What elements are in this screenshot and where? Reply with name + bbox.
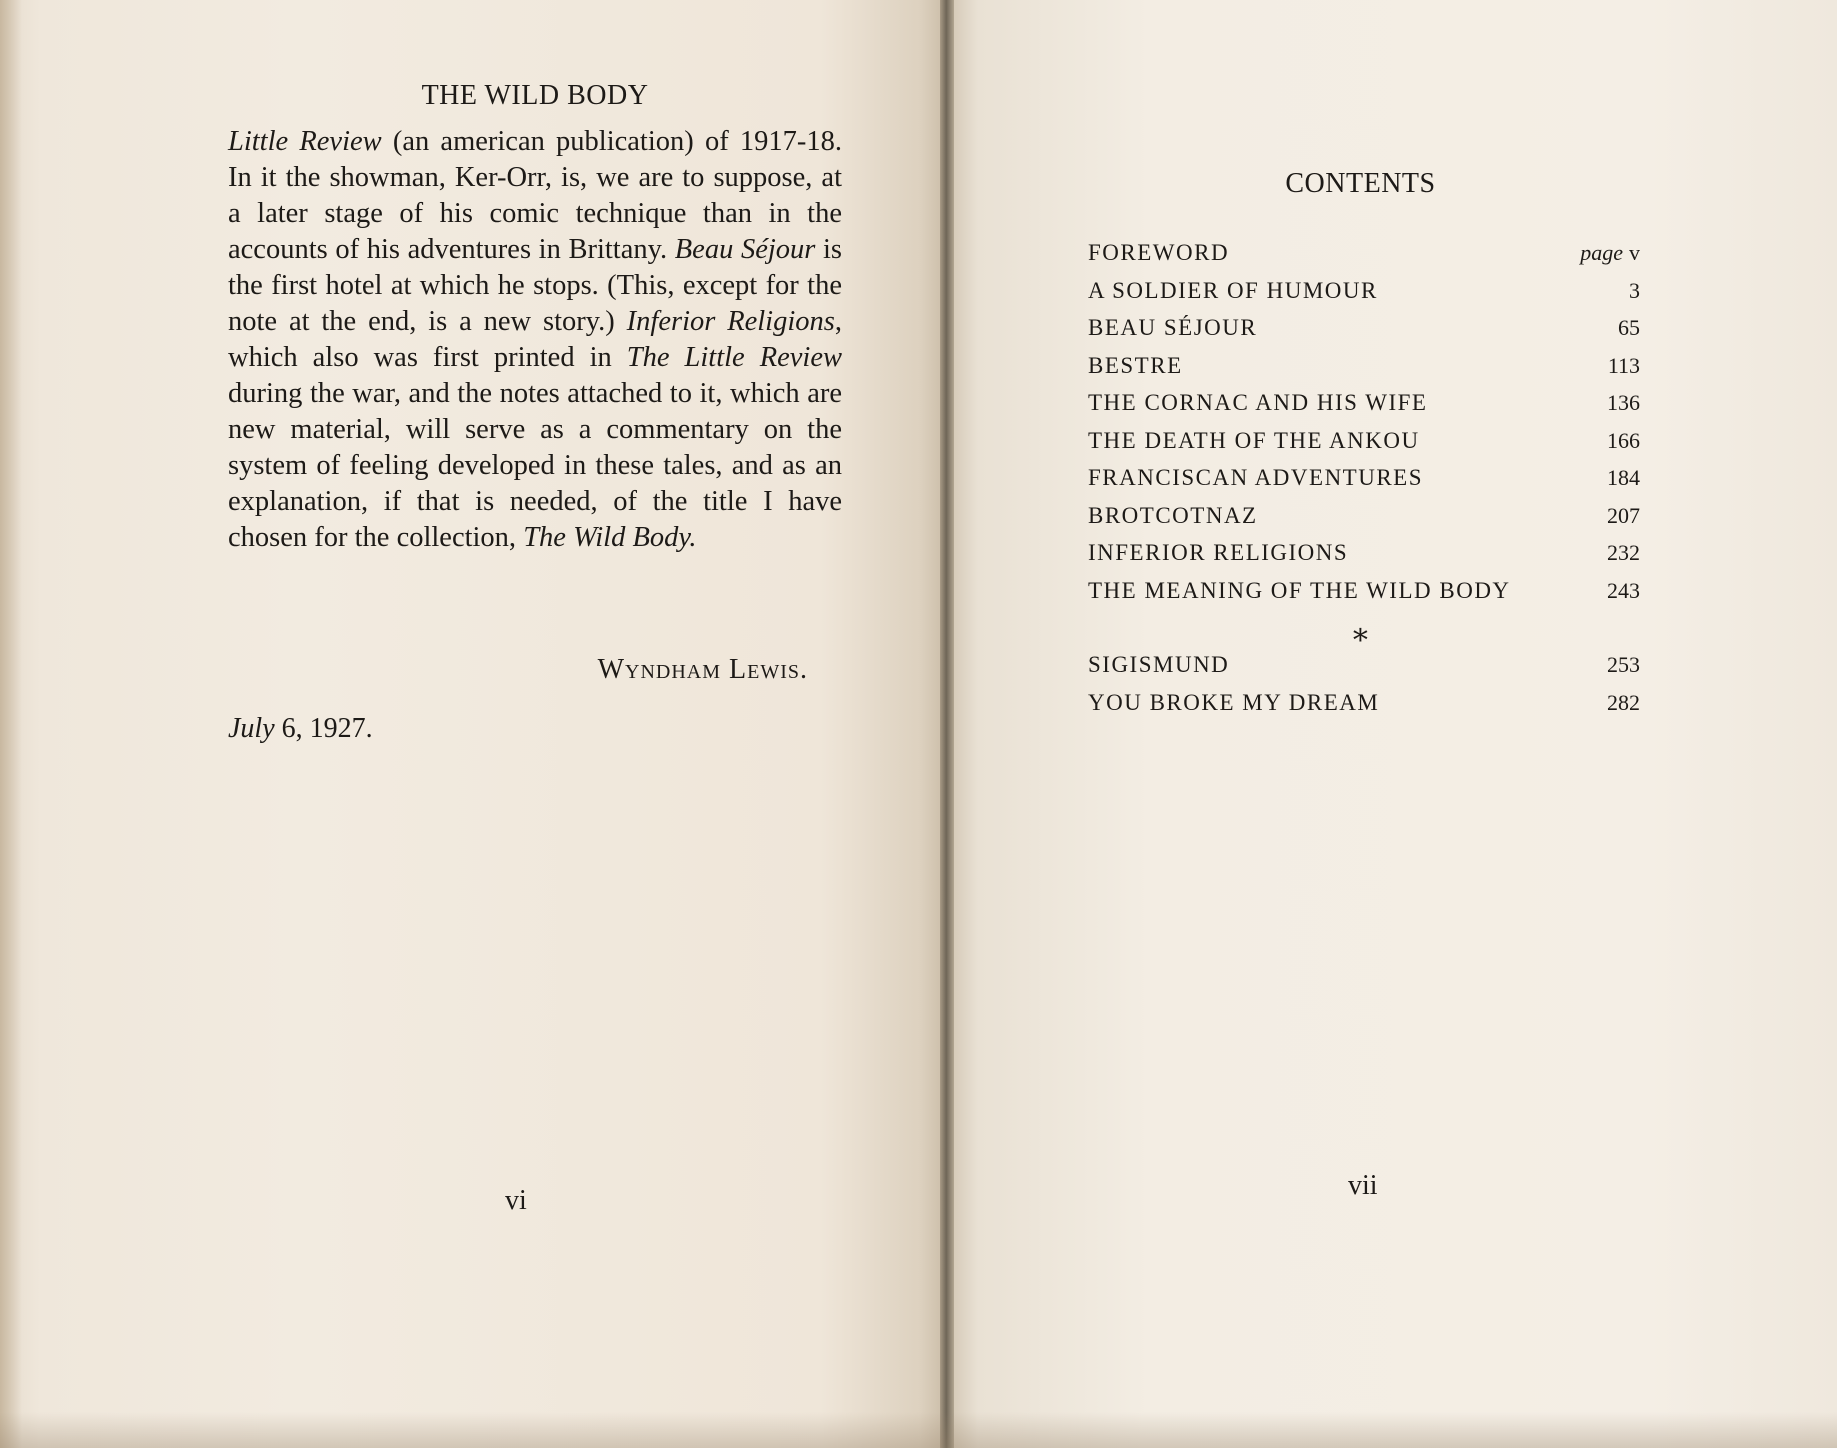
entry-title: BESTRE [1088,352,1183,378]
contents-entry [1088,315,1640,353]
entry-title: BROTCOTNAZ [1088,502,1258,528]
page-number-value: 243 [1607,577,1640,603]
page-number-value: 253 [1607,652,1640,677]
contents-entry [1088,428,1640,466]
contents-entry [1088,503,1640,541]
page-number-value: 282 [1607,689,1640,715]
italic-title: Inferior Religions [626,306,835,337]
entry-page-number [1607,503,1640,529]
italic-title: Beau Séjour [674,234,816,265]
entry-page-number [1607,390,1640,416]
entry-page-number [1608,353,1640,379]
contents-list [1088,240,1640,615]
paragraph-text: during the war, and the notes attached to it, which are new material, will serve as a commentary on the system of feeling developed in these tales, and as an explanation, if that is needed, of the title I have chosen for the collection, [228,378,842,553]
contents-entry [1088,390,1640,428]
paragraph-text: , which also was first printed in [228,306,842,373]
page-number-value: 65 [1618,315,1640,340]
entry-title: THE CORNAC AND HIS WIFE [1088,390,1428,415]
entry-title: INFERIOR RELIGIONS [1088,540,1349,565]
page-number-value: 136 [1607,390,1640,415]
contents-entry [1088,353,1640,391]
page-number-value: 184 [1607,465,1640,490]
paragraph-text: (an american publication) of 1917-18. In it the showman, Ker-Orr, is, we are to suppose, at a later stage of his comic technique than in the accounts of his adventures in Brittany. [228,126,842,265]
contents-entry [1088,278,1640,316]
entry-page-number [1607,690,1640,716]
bottom-edge-shadow [0,1412,1837,1448]
entry-page-number [1618,315,1640,341]
entry-page-number [1607,652,1640,678]
page-number-value: 166 [1607,427,1640,453]
date-rest: 6, 1927. [274,713,373,744]
page-number-value: 113 [1607,352,1640,378]
date-month: July [228,713,275,744]
page-number-value: 3 [1629,277,1640,303]
entry-title: THE MEANING OF THE WILD BODY [1088,577,1511,603]
contents-entry [1088,240,1640,278]
entry-page-number [1607,578,1640,604]
entry-page-number [1580,240,1640,266]
entry-title: A SOLDIER OF HUMOUR [1088,277,1378,303]
foreword-date [228,713,373,745]
contents-list-extra [1088,652,1640,727]
entry-page-number [1607,428,1640,454]
paragraph-text: is the first hotel at which he stops. (This, except for the note at the end, is a new story.) [228,234,842,337]
entry-title: FRANCISCAN ADVENTURES [1088,465,1424,490]
running-head: THE WILD BODY [421,80,649,111]
entry-title: BEAU SÉJOUR [1088,315,1258,340]
entry-page-number [1629,278,1640,304]
page-number-value: v [1629,240,1640,265]
page-edge-shadow [0,0,22,1448]
page-number-value: 232 [1607,540,1640,565]
contents-entry [1088,540,1640,578]
entry-title: YOU BROKE MY DREAM [1088,689,1380,715]
contents-entry [1088,652,1640,690]
entry-title: SIGISMUND [1088,652,1230,677]
italic-title: The Little Review [626,342,842,373]
page-label: page [1580,240,1623,265]
page-number-left: vi [505,1185,527,1216]
entry-title: THE DEATH OF THE ANKOU [1088,427,1420,453]
asterisk-separator: ∗ [1350,618,1371,651]
page-number-right: vii [1348,1170,1378,1201]
author-signature: Wyndham Lewis. [597,654,808,685]
contents-heading: CONTENTS [1285,168,1436,199]
italic-title: The Wild Body. [523,522,697,553]
foreword-paragraph [228,124,842,556]
contents-entry [1088,465,1640,503]
entry-title: FOREWORD [1088,240,1230,265]
contents-entry [1088,578,1640,616]
contents-entry [1088,690,1640,728]
entry-page-number [1607,465,1640,491]
entry-page-number [1607,540,1640,566]
italic-title: Little Review [228,126,382,157]
book-gutter [940,0,954,1448]
page-number-value: 207 [1607,502,1640,528]
